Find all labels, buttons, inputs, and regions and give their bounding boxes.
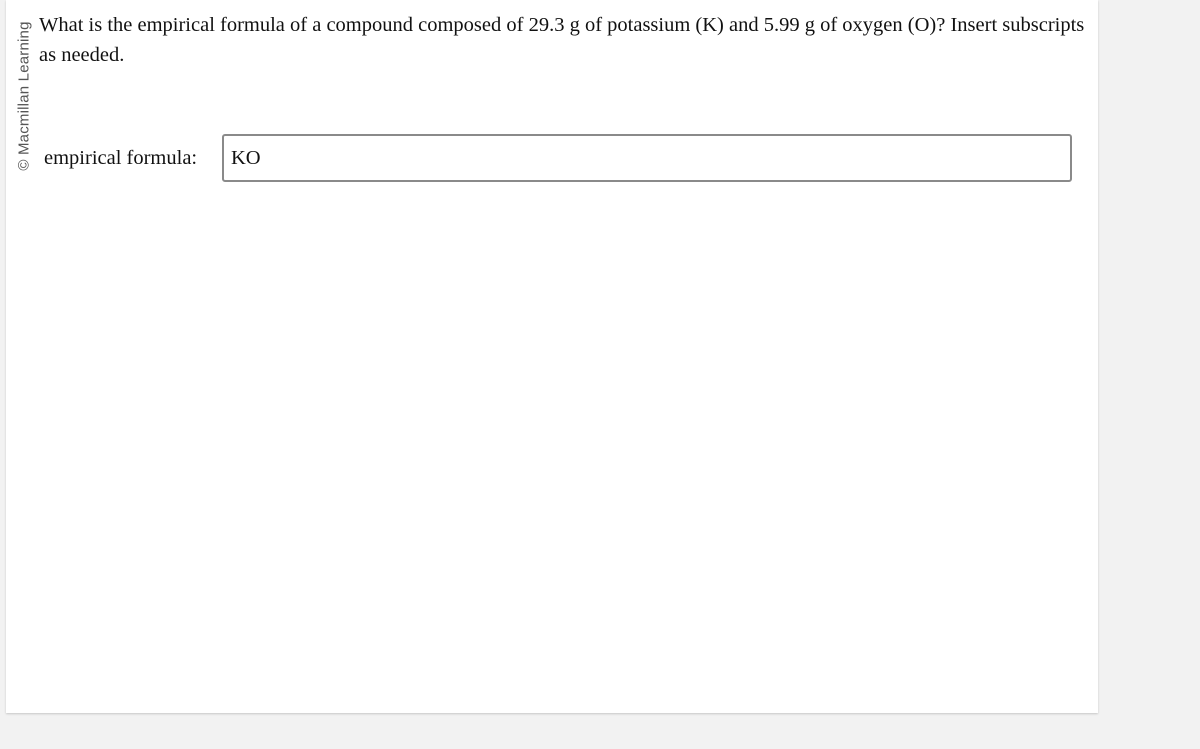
question-card (6, 0, 1098, 713)
question-text: What is the empirical formula of a compound composed of 29.3 g of potassium (K) and 5.99 g of oxygen (O)? Insert subscripts as needed. (39, 14, 1085, 66)
answer-input-value: KO (231, 147, 261, 169)
copyright-notice: © Macmillan Learning (15, 21, 33, 171)
empirical-formula-input[interactable] (222, 134, 1072, 182)
answer-label: empirical formula: (44, 147, 198, 169)
